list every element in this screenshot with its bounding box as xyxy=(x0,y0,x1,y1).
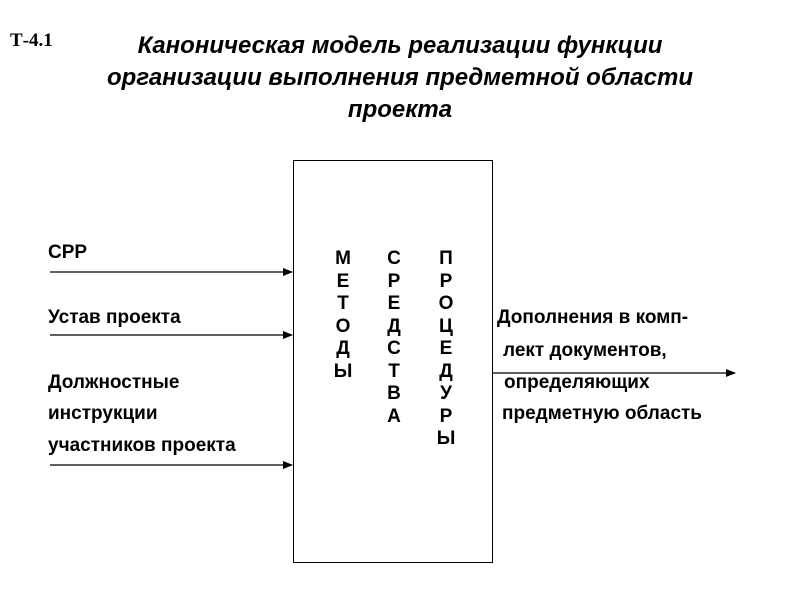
tools-letter: Р xyxy=(387,270,401,292)
slide-id: Т-4.1 xyxy=(10,30,53,51)
procedures-letter: Ц xyxy=(439,315,453,337)
methods-letter: Т xyxy=(337,293,349,314)
procedures-letter: Ы xyxy=(436,428,456,449)
procedures-letter: О xyxy=(438,293,454,314)
tools-letter: Е xyxy=(387,293,401,314)
methods-letter: Ы xyxy=(333,360,353,382)
input-label-instructions-1: Должностные xyxy=(48,372,180,393)
procedures-letter: Е xyxy=(439,338,453,359)
input-label-instructions-2: инструкции xyxy=(48,403,158,424)
procedures-column xyxy=(433,248,459,451)
tools-letter: С xyxy=(387,338,401,359)
tools-letter: В xyxy=(387,383,401,404)
output-label-4: предметную область xyxy=(502,403,702,424)
output-label-1: Дополнения в комп- xyxy=(497,307,689,328)
input-label-srr: СРР xyxy=(48,242,88,263)
methods-column xyxy=(330,248,356,383)
title-line-3: проекта xyxy=(347,96,453,123)
tools-letter: С xyxy=(387,248,401,269)
tools-letter: Д xyxy=(387,315,401,337)
title-line-2: организации выполнения предметной области xyxy=(107,64,693,91)
procedures-letter: П xyxy=(439,248,453,269)
procedures-letter: Р xyxy=(439,405,453,427)
tools-letter: А xyxy=(387,405,401,427)
methods-letter: Д xyxy=(336,338,350,359)
output-label-2: лект документов, xyxy=(503,340,667,361)
process-box xyxy=(293,160,493,563)
input-label-instructions-3: участников проекта xyxy=(48,435,236,456)
title-line-1: Каноническая модель реализации функции xyxy=(137,32,663,59)
input-label-charter: Устав проекта xyxy=(48,307,181,328)
methods-letter: О xyxy=(335,315,351,337)
tools-column xyxy=(381,248,407,428)
methods-letter: Е xyxy=(336,270,350,292)
tools-letter: Т xyxy=(388,360,400,382)
methods-letter: М xyxy=(335,248,351,269)
procedures-letter: Р xyxy=(439,270,453,292)
procedures-letter: У xyxy=(440,383,452,404)
output-label-3: определяющих xyxy=(504,372,650,393)
procedures-letter: Д xyxy=(439,360,453,382)
